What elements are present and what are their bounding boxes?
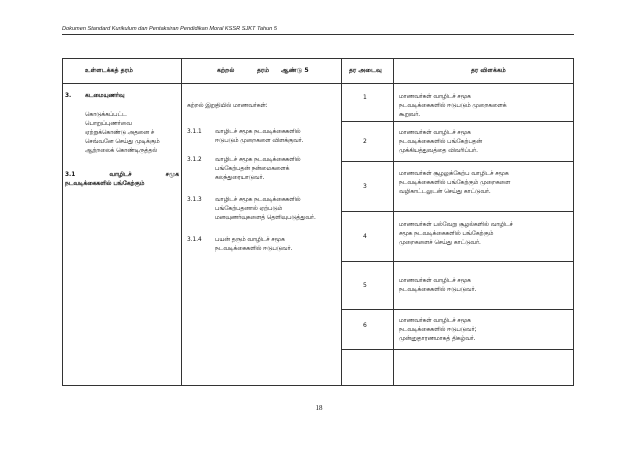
learning-line: வாழிடச் சமூக நடவடிக்கைகளில்	[215, 157, 301, 163]
learning-item	[215, 156, 337, 183]
column-divider	[393, 59, 394, 385]
performance-line: மாணவர்கள் வாழிடச் சமூக	[399, 318, 471, 324]
row-divider	[341, 261, 573, 262]
header-rule	[62, 34, 574, 35]
performance-description	[399, 221, 571, 248]
learning-intro: கற்றல் இறுதியில் மாணவர்கள்:	[187, 103, 268, 109]
performance-line: நடவடிக்கைகளில் ஈடுபடுவர்;	[399, 327, 477, 333]
header-year: ஆண்டு 5	[281, 67, 309, 74]
learning-code: 3.1.4	[187, 237, 202, 243]
learning-line: பயன் தரும் வாழிடச் சமூக	[215, 237, 285, 243]
performance-description	[399, 277, 571, 295]
page-number: 18	[315, 404, 323, 412]
performance-line: மாணவர்கள் வாழிடச் சமூக	[399, 130, 471, 136]
description-line: செவ்வனே செய்து முடிக்கும்	[85, 139, 160, 145]
sub-standard-word: சமூக	[165, 172, 179, 178]
row-divider	[341, 161, 573, 162]
description-line: ஏற்றுக்கொண்டு அதனை ச்	[85, 130, 155, 136]
header-standard: தரம்	[257, 67, 270, 74]
performance-level: 2	[363, 138, 367, 145]
sub-standard-word: வாழிடச்	[109, 172, 132, 178]
performance-level: 5	[363, 282, 367, 289]
sub-standard	[65, 171, 179, 189]
learning-item	[215, 236, 337, 254]
learning-code: 3.1.3	[187, 197, 202, 203]
content-standard-heading: கடமையுணர்வு	[85, 93, 125, 99]
row-divider	[341, 121, 573, 122]
performance-line: மாணவர்கள் வாழிடச் சமூக	[399, 278, 471, 284]
performance-line: சமூக நடவடிக்கைகளில் பங்கேற்கும்	[399, 231, 494, 237]
description-line: ஆற்றலைக் கொண்டிருத்தல்	[85, 148, 158, 154]
learning-line: பங்கேற்பதனால் ஏற்படும்	[215, 206, 283, 212]
header-content-standard: உள்ளடக்கத் தரம்	[85, 67, 134, 74]
learning-code: 3.1.2	[187, 157, 202, 163]
performance-line: முக்கியத்துவத்தை விவரிப்பர்.	[399, 148, 478, 154]
learning-line: மனவுணர்வுகளைத் தெளிவுபடுத்துவர்.	[215, 215, 316, 221]
header-performance-description: தர விளக்கம்	[471, 67, 506, 74]
standards-table	[62, 58, 574, 386]
performance-line: வழிகாட்டலுடன் செய்து காட்டுவர்.	[399, 189, 491, 195]
sub-standard-line: நடவடிக்கைகளில் பங்கேற்கும்	[65, 181, 145, 187]
sub-standard-number: 3.1	[65, 172, 76, 178]
performance-level: 6	[363, 322, 367, 329]
content-standard-number: 3.	[65, 93, 72, 99]
performance-description	[399, 93, 571, 120]
performance-level: 4	[363, 233, 367, 240]
performance-line: நடவடிக்கைகளில் ஈடுபடுவர்.	[399, 287, 477, 293]
content-standard-description	[85, 111, 179, 156]
performance-line: நடவடிக்கைகளில் பங்கேற்கும் முறைகளை	[399, 180, 511, 186]
performance-line: கூறுவர்.	[399, 112, 421, 118]
document-header: Dokumen Standard Kurikulum dan Pentaksiran Pendidikan Moral KSSR SJKT Tahun 5	[62, 26, 277, 32]
column-divider	[341, 59, 342, 385]
learning-line: நடவடிக்கைகளில் ஈடுபடுவர்.	[215, 246, 293, 252]
row-divider	[341, 211, 573, 212]
learning-line: வாழிடச் சமூக நடவடிக்கைகளில்	[215, 197, 301, 203]
performance-line: மாணவர்கள் வாழிடச் சமூக	[399, 94, 471, 100]
performance-line: நடவடிக்கைகளில் ஈடுபடும் முறைகளைக்	[399, 103, 507, 109]
description-line: பொறுப்புணர்வை	[85, 121, 132, 127]
performance-line: மாணவர்கள் சூழலுக்கேற்ப வாழிடச் சமூக	[399, 171, 509, 177]
learning-line: பங்கேற்பதன் நன்மைகளைக்	[215, 166, 290, 172]
header-learning: கற்றல்	[217, 67, 235, 74]
learning-code: 3.1.1	[187, 129, 202, 135]
performance-level: 3	[363, 183, 367, 190]
learning-line: கலந்துரையாடுவர்.	[215, 175, 265, 181]
performance-line: முறைகளைச் செய்து காட்டுவர்.	[399, 240, 481, 246]
row-divider	[341, 349, 573, 350]
learning-item	[215, 128, 337, 146]
performance-level: 1	[363, 94, 367, 101]
performance-line: முன்னுதாரணமாகத் திகழ்வர்.	[399, 336, 476, 342]
performance-line: நடவடிக்கைகளில் பங்கேற்பதன்	[399, 139, 483, 145]
performance-description	[399, 317, 571, 344]
description-line: கொடுக்கப்பட்ட	[85, 112, 127, 118]
performance-line: மாணவர்கள் பல்வேறு சூழல்களில் வாழிடச்	[399, 222, 513, 228]
sub-standard-line	[65, 171, 179, 180]
learning-item	[215, 196, 337, 223]
learning-line: வாழிடச் சமூக நடவடிக்கைகளில்	[215, 129, 301, 135]
row-divider	[341, 309, 573, 310]
header-performance-level: தர அடைவு	[349, 67, 382, 74]
performance-description	[399, 129, 571, 156]
column-divider	[181, 59, 182, 385]
header-row-divider	[63, 83, 573, 84]
performance-description	[399, 170, 571, 197]
learning-line: ஈடுபடும் முறைகளை விளக்குவர்.	[215, 138, 304, 144]
